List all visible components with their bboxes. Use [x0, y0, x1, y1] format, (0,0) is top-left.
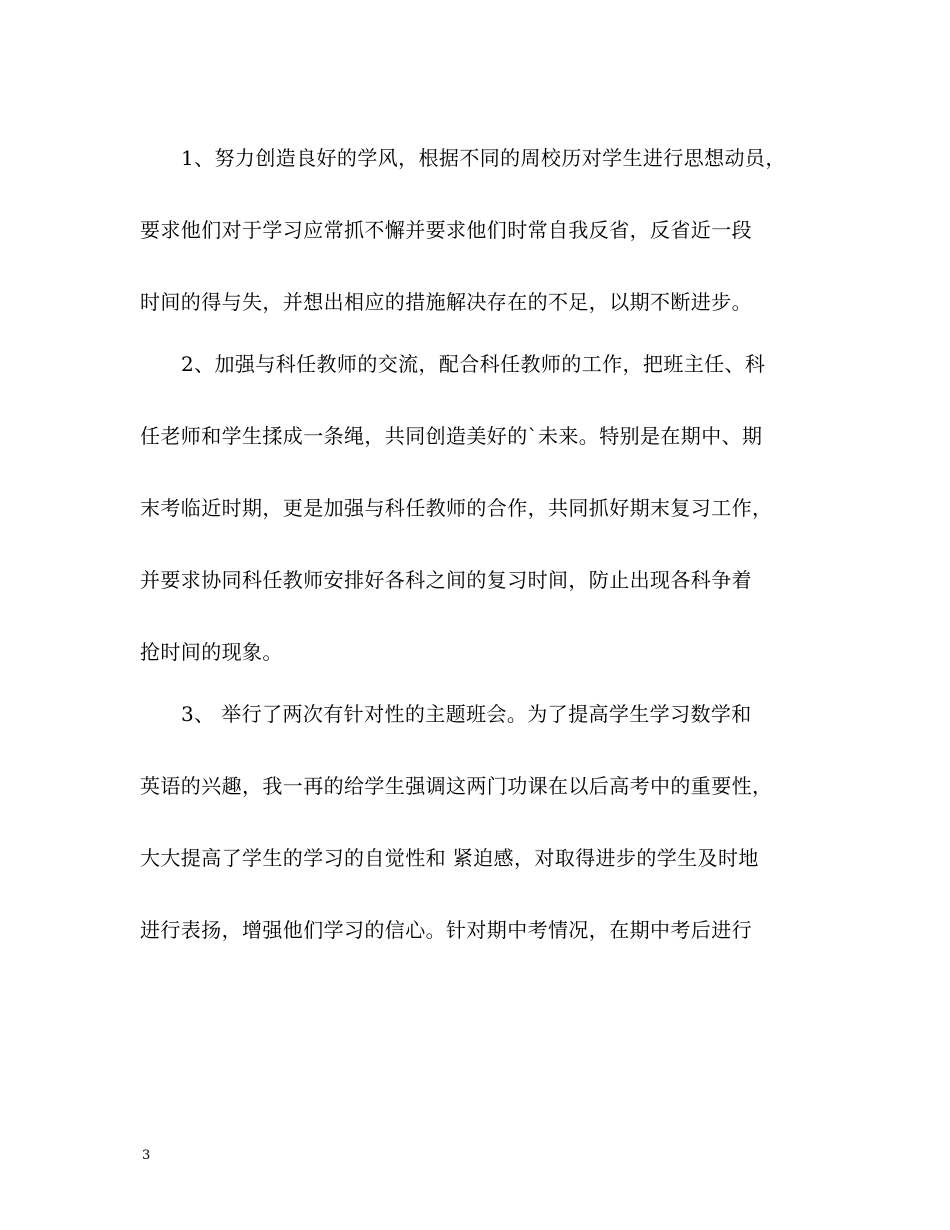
paragraph-1-line-1: 1、努力创造良好的学风，根据不同的周校历对学生进行思想动员，: [181, 146, 786, 170]
paragraph-2-line-3: 末考临近时期，更是加强与科任教师的合作，共同抓好期末复习工作，: [140, 496, 773, 520]
paragraph-3-line-4: 进行表扬，增强他们学习的信心。针对期中考情况，在期中考后进行: [140, 918, 752, 942]
paragraph-3-line-3: 大大提高了学生的学习的自觉性和 紧迫感，对取得进步的学生及时地: [140, 846, 759, 870]
page-number: 3: [142, 1148, 151, 1163]
paragraph-3-line-1: 3、 举行了两次有针对性的主题班会。为了提高学生学习数学和: [181, 702, 752, 726]
paragraph-2-line-4: 并要求协同科任教师安排好各科之间的复习时间，防止出现各科争着: [140, 568, 752, 592]
paragraph-1-line-3: 时间的得与失，并想出相应的措施解决存在的不足，以期不断进步。: [140, 290, 752, 314]
paragraph-2-line-5: 抢时间的现象。: [140, 640, 283, 664]
paragraph-3-line-2: 英语的兴趣，我一再的给学生强调这两门功课在以后高考中的重要性，: [140, 774, 773, 798]
paragraph-1-line-2: 要求他们对于学习应常抓不懈并要求他们时常自我反省，反省近一段: [140, 218, 752, 242]
paragraph-2-line-1: 2、加强与科任教师的交流，配合科任教师的工作，把班主任、科: [181, 352, 766, 376]
paragraph-2-line-2: 任老师和学生揉成一条绳，共同创造美好的`未来。特别是在期中、期: [140, 424, 763, 448]
